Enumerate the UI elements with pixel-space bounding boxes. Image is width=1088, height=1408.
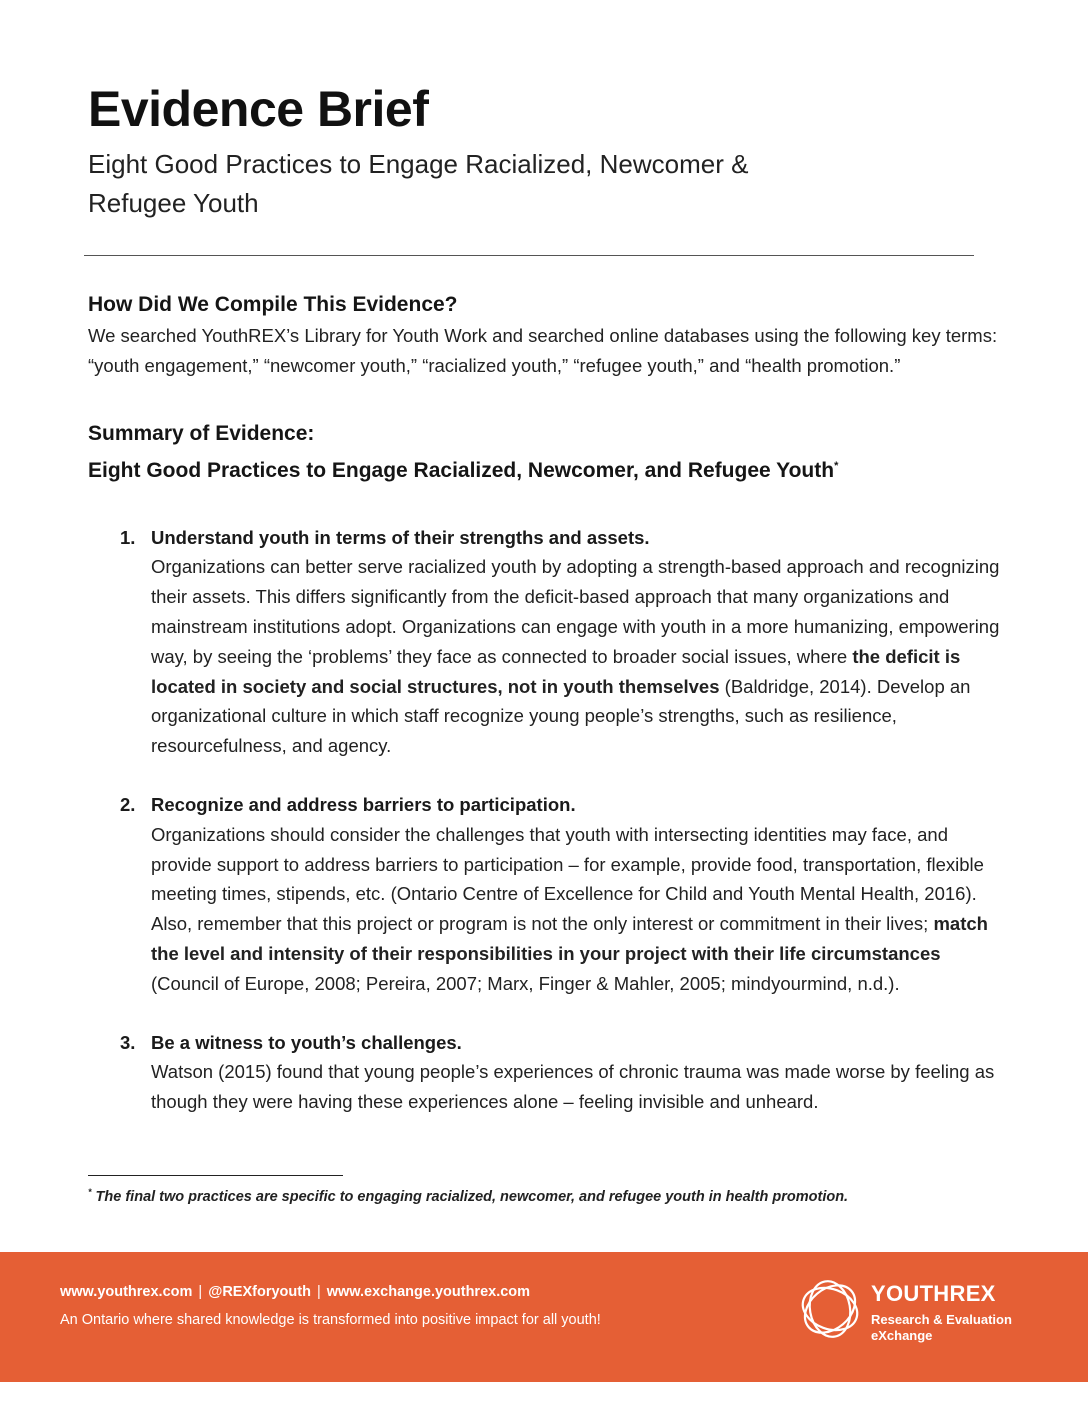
body-emphasis: match the level and intensity of their responsibilities in your project with their life circumstances [151, 913, 988, 964]
youthrex-logo [797, 1276, 1027, 1356]
body-text: Organizations should consider the challenges that youth with intersecting identities may face, and provide support to address barriers to participation – for example, provide food, transportation, flexible meeting times, stipends, etc. (Ontario Centre of Excellence for Child and Youth Mental Health, 2016). Also, remember that this project or program is not the only interest or commitment in their lives; [151, 823, 984, 935]
page-subtitle: Eight Good Practices to Engage Racialized, Newcomer & Refugee Youth [88, 149, 749, 218]
footer-link-exchange[interactable]: www.exchange.youthrex.com [326, 1284, 531, 1300]
footnote-text: The final two practices are specific to engaging racialized, newcomer, and refugee youth in health promotion. [91, 1188, 849, 1205]
brand-name: YOUTHREX [871, 1281, 996, 1306]
footnote-marker: * [88, 1187, 92, 1197]
section-body-compile: We searched YouthREX’s Library for Youth Work and searched online databases using the following key terms: “youth engagement,” “newcomer youth,” “racialized youth,” “refugee youth,” and “health promotion.” [88, 325, 998, 376]
brand-subtitle: Research & Evaluation eXchange [871, 1312, 1012, 1343]
youthrex-circles-icon [797, 1276, 863, 1342]
summary-heading-line1: Summary of Evidence: [88, 421, 315, 445]
main-content [88, 288, 1008, 1117]
list-item-body [151, 1057, 1008, 1117]
list-item-number: 2. [120, 793, 136, 815]
footer-separator: | [316, 1284, 321, 1300]
list-item-number: 3. [120, 1031, 136, 1053]
title-divider [84, 255, 974, 256]
list-item-body [151, 552, 1008, 761]
footnote-reference: * [834, 459, 839, 472]
list-item-number: 1. [120, 526, 136, 548]
list-item-title: Understand youth in terms of their strengths and assets. [151, 526, 650, 548]
footnote [88, 1187, 848, 1205]
page-title: Evidence Brief [88, 81, 429, 137]
footer-separator: | [198, 1284, 203, 1300]
list-item-title: Recognize and address barriers to participation. [151, 793, 576, 815]
body-emphasis: the deficit is located in society and social structures, not in youth themselves [151, 645, 961, 697]
footnote-divider [88, 1175, 343, 1176]
section-heading-compile: How Did We Compile This Evidence? [88, 293, 458, 316]
footer-link-twitter[interactable]: @REXforyouth [208, 1284, 311, 1300]
footer-links [60, 1284, 530, 1300]
footer-link-website[interactable]: www.youthrex.com [60, 1284, 193, 1300]
body-text: Organizations can better serve racialized youth by adopting a strength-based approach and recognizing their assets. This differs significantly from the deficit-based approach that many organizations and mainstream institutions adopt. Organizations can engage with youth in a more humanizing, empowering way, by seeing the ‘problems’ they face as connected to broader social issues, where [151, 556, 1000, 667]
practices-list [88, 523, 1008, 1117]
list-item-body [151, 820, 1008, 999]
page-footer [0, 1252, 1088, 1382]
summary-heading-line2: Eight Good Practices to Engage Racialized, Newcomer, and Refugee Youth [88, 458, 835, 482]
footer-tagline: An Ontario where shared knowledge is transformed into positive impact for all youth! [60, 1312, 601, 1328]
body-text: (Baldridge, 2014). Develop an organizational culture in which staff recognize young people’s strengths, such as resilience, resourcefulness, and agency. [151, 675, 971, 757]
section-heading-summary [88, 417, 1008, 487]
body-text: Watson (2015) found that young people’s experiences of chronic trauma was made worse by feeling as though they were having these experiences alone – feeling invisible and unheard. [151, 1061, 995, 1113]
list-item [88, 523, 1008, 761]
body-text: (Council of Europe, 2008; Pereira, 2007; Marx, Finger & Mahler, 2005; mindyourmind, n.d.). [151, 972, 900, 994]
list-item [88, 1028, 1008, 1117]
list-item-title: Be a witness to youth’s challenges. [151, 1031, 462, 1053]
list-item [88, 790, 1008, 999]
